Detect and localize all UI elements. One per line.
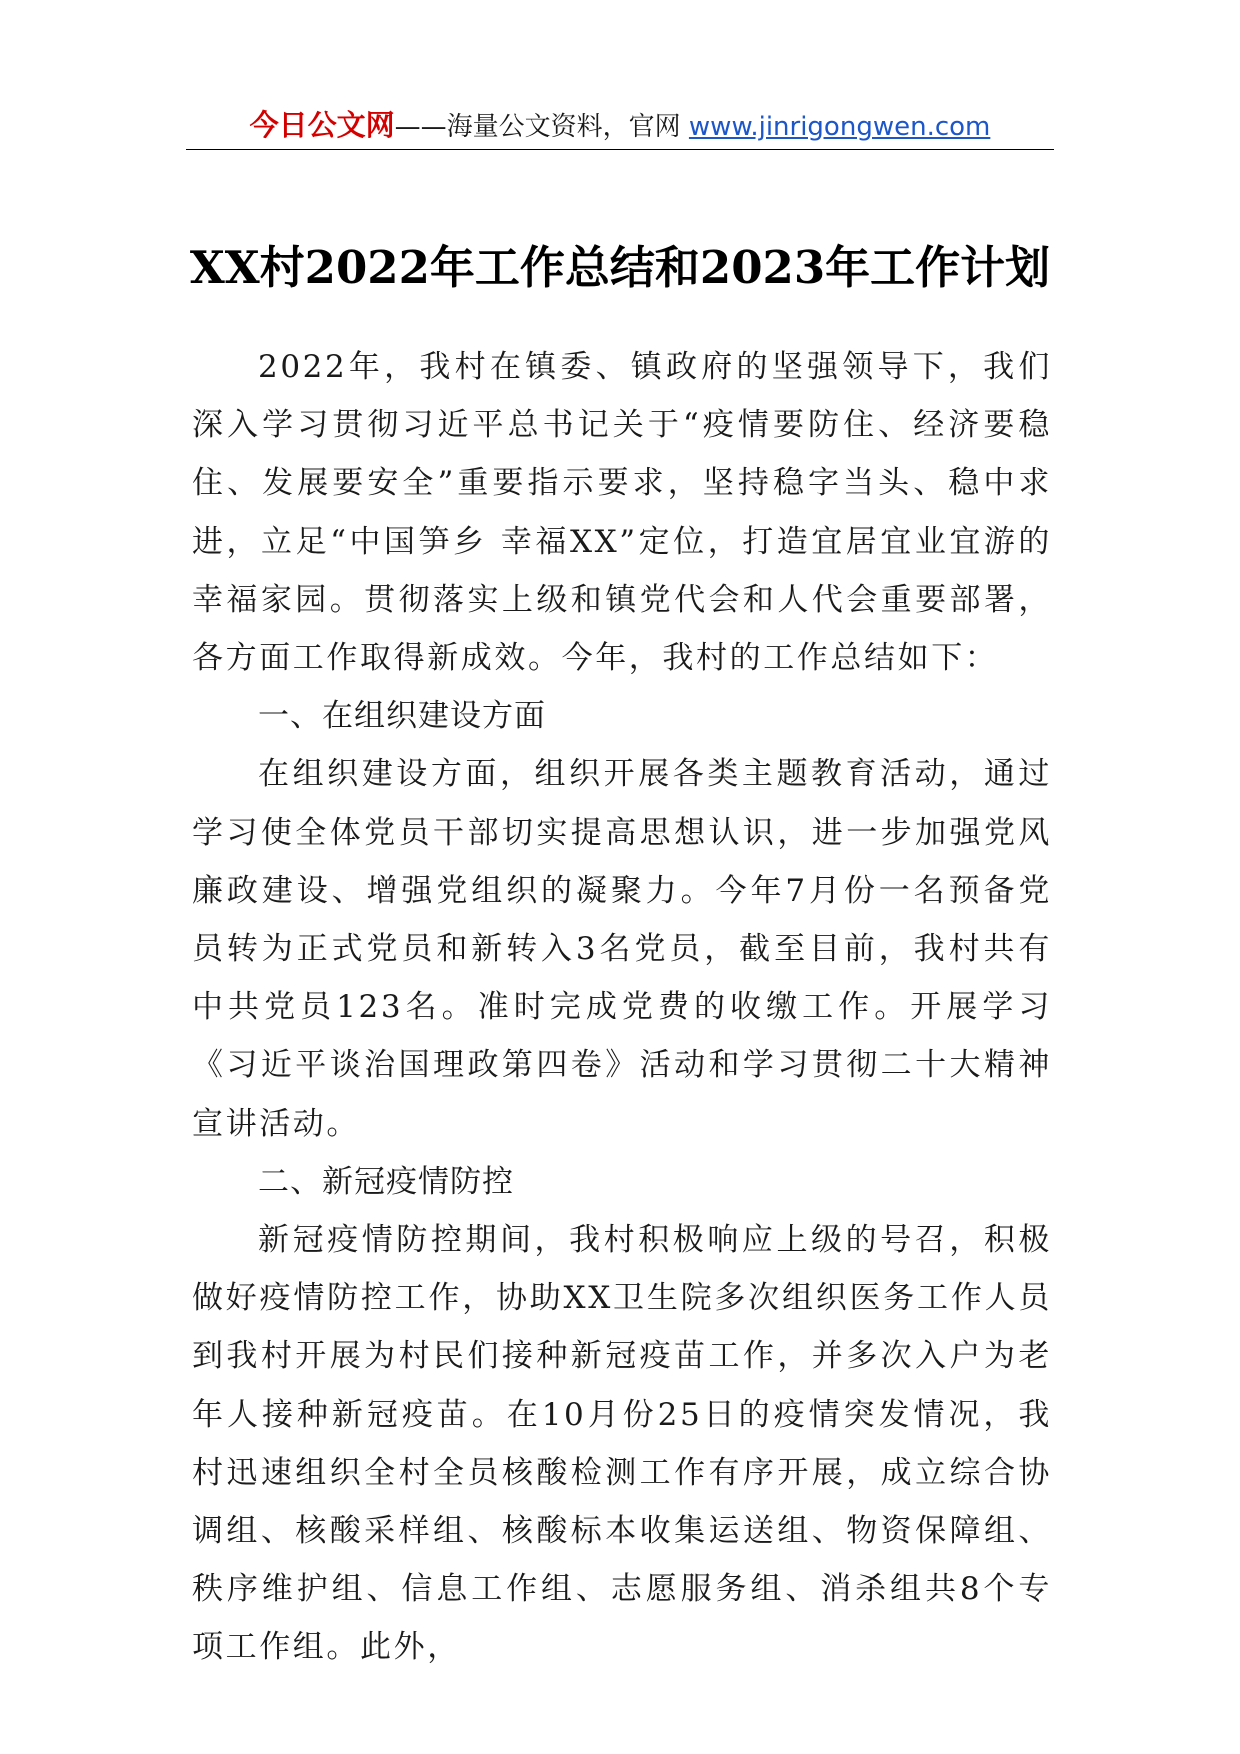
intro-paragraph: 2022年，我村在镇委、镇政府的坚强领导下，我们深入学习贯彻习近平总书记关于“疫情要防住、经济要稳住、发展要安全”重要指示要求，坚持稳字当头、稳中求进，立足“中国笋乡 幸福XX”定位，打造宜居宜业宜游的幸福家园。贯彻落实上级和镇党代会和人代会重要部署，各方面工作取得新成效。今年，我村的工作总结如下： xyxy=(192,349,1052,677)
section-heading-epidemic: 二、新冠疫情防控 xyxy=(258,1163,514,1200)
document-body xyxy=(192,338,1052,1677)
header-divider xyxy=(186,149,1054,150)
document-title: XX村2022年工作总结和2023年工作计划 xyxy=(189,241,1051,295)
organization-paragraph: 在组织建设方面，组织开展各类主题教育活动，通过学习使全体党员干部切实提高思想认识，进一步加强党风廉政建设、增强党组织的凝聚力。今年7月份一名预备党员转为正式党员和新转入3名党员，截至目前，我村共有中共党员123名。准时完成党费的收缴工作。开展学习《习近平谈治国理政第四卷》活动和学习贯彻二十大精神宣讲活动。 xyxy=(192,756,1052,1142)
section-heading-organization: 一、在组织建设方面 xyxy=(258,698,546,735)
epidemic-paragraph: 新冠疫情防控期间，我村积极响应上级的号召，积极做好疫情防控工作，协助XX卫生院多次组织医务工作人员到我村开展为村民们接种新冠疫苗工作，并多次入户为老年人接种新冠疫苗。在10月份25日的疫情突发情况，我村迅速组织全村全员核酸检测工作有序开展，成立综合协调组、核酸采样组、核酸标本收集运送组、物资保障组、秩序维护组、信息工作组、志愿服务组、消杀组共8个专项工作组。此外， xyxy=(192,1222,1052,1666)
website-link[interactable]: www.jinrigongwen.com xyxy=(688,112,991,142)
brand-name: 今日公文网 xyxy=(249,108,395,142)
page-header xyxy=(186,100,1054,150)
header-tagline: ——海量公文资料，官网 xyxy=(394,112,681,142)
